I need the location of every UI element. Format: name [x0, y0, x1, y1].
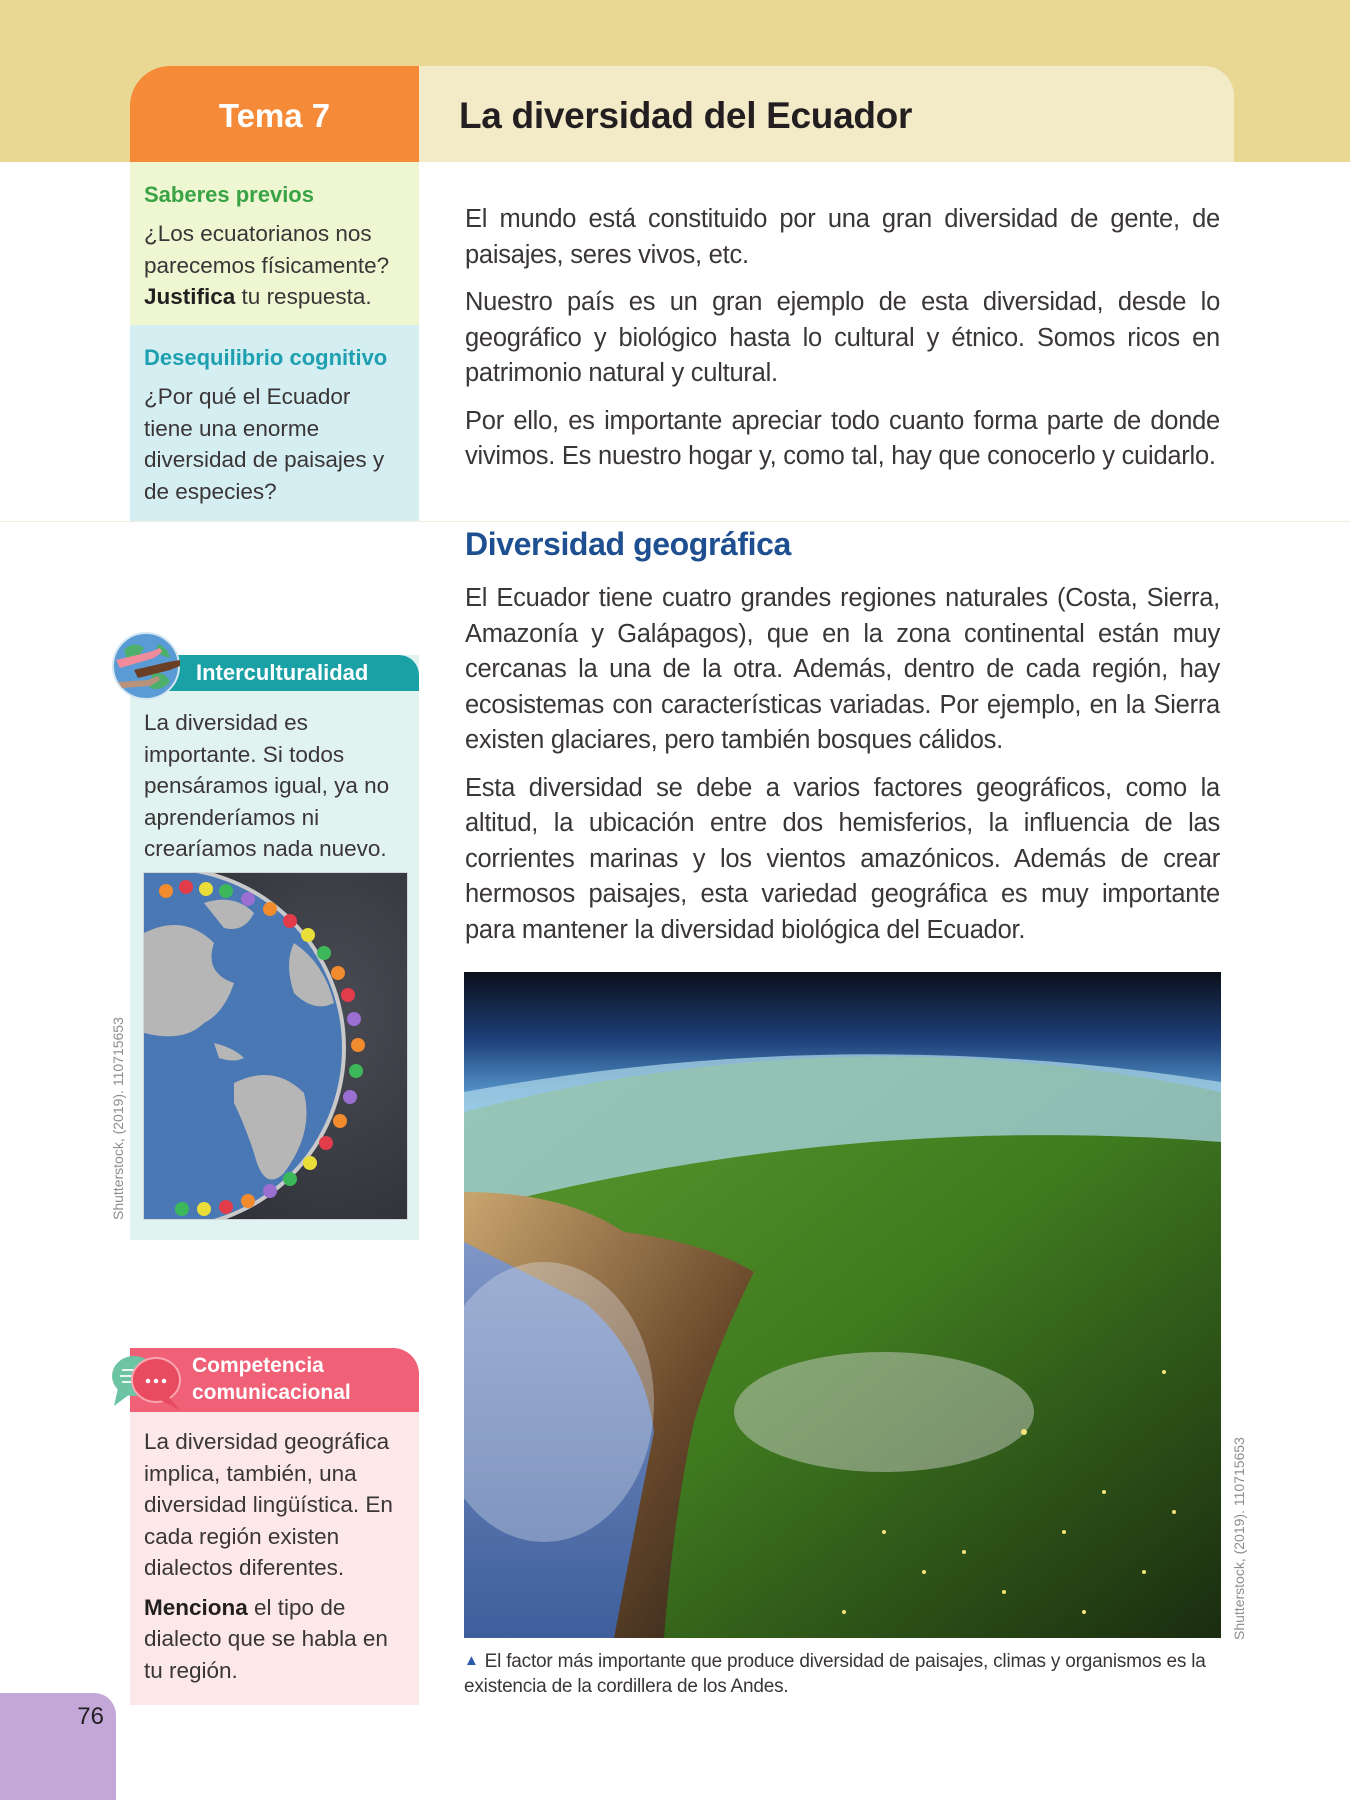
globe-hands-icon: [108, 630, 186, 702]
action-verb: Justifica: [144, 284, 236, 309]
tema-label-tab: [130, 66, 419, 162]
section-text: [465, 581, 1220, 948]
intro-paragraph: Por ello, es importante apreciar todo cuanto forma parte de donde vivimos. Es nuestro hogar y, como tal, hay que conocerlo y cuidarlo.: [465, 406, 1220, 470]
triangle-marker-icon: ▲: [464, 1652, 479, 1669]
section-paragraph: El Ecuador tiene cuatro grandes regiones naturales (Costa, Sierra, Amazonía y Galápagos), que en la zona continental están muy cercanas la una de la otra. Además, dentro de cada región, hay ecosistemas con características variadas. Por ejemplo, en la Sierra existen glaciares, pero también bosques cálidos.: [465, 584, 1220, 754]
action-verb: Menciona: [144, 1594, 248, 1620]
competencia-heading-line2: comunicacional: [192, 1381, 351, 1404]
competencia-heading-line1: Competencia: [192, 1354, 324, 1377]
intro-paragraph: Nuestro país es un gran ejemplo de esta diversidad, desde lo geográfico y biológico hasta lo cultural y étnico. Somos ricos en patrimonio natural y cultural.: [465, 288, 1220, 387]
section-divider: [0, 521, 1350, 522]
interculturalidad-text: La diversidad es importante. Si todos pensáramos igual, ya no aprenderíamos ni crearíamos nada nuevo.: [144, 710, 390, 861]
image-credit-left: Shutterstock, (2019). 110715653: [110, 1017, 126, 1220]
page-title: La diversidad del Ecuador: [459, 95, 913, 136]
desequilibrio-heading: Desequilibrio cognitivo: [144, 345, 388, 370]
caption-text: El factor más importante que produce diversidad de paisajes, climas y organismos es la existencia de la cordillera de los Andes.: [464, 1651, 1206, 1697]
andes-satellite-photo: [464, 972, 1221, 1638]
desequilibrio-cognitivo-box: [130, 325, 419, 521]
chalk-globe-illustration: [144, 873, 408, 1220]
competencia-box: [130, 1412, 419, 1705]
section-paragraph: Esta diversidad se debe a varios factores geográficos, como la altitud, la ubicación entre dos hemisferios, la influencia de las corrientes marinas y los vientos amazónicos. Además de crear hermosos paisajes, esta variedad geográfica es muy importante para mantener la diversidad biológica del Ecuador.: [465, 773, 1220, 944]
saberes-previos-text: ¿Los ecuatorianos nos parecemos físicamente? Justifica tu respuesta.: [144, 221, 390, 309]
section-title: Diversidad geográfica: [465, 526, 791, 562]
image-credit-right: Shutterstock, (2019). 110715653: [1231, 1437, 1247, 1640]
saberes-previos-box: [130, 162, 419, 325]
competencia-text: La diversidad geográfica implica, también, una diversidad lingüística. En cada región existen dialectos diferentes.: [144, 1429, 393, 1580]
competencia-activity: Menciona el tipo de dialecto que se habla en tu región.: [144, 1594, 388, 1683]
saberes-previos-heading: Saberes previos: [144, 182, 314, 207]
page-number-tab: [0, 1693, 116, 1800]
speech-bubbles-icon: [108, 1350, 184, 1414]
andes-satellite-illustration: [464, 972, 1221, 1638]
tema-label: Tema 7: [218, 97, 331, 134]
title-bar: [419, 66, 1234, 162]
desequilibrio-text: ¿Por qué el Ecuador tiene una enorme diversidad de paisajes y de especies?: [144, 384, 385, 504]
interculturalidad-heading: Interculturalidad: [196, 660, 369, 685]
page-number: 76: [77, 1703, 104, 1730]
intro-text: [465, 202, 1220, 475]
photo-caption: [464, 1648, 1224, 1699]
chalk-globe-image: [143, 872, 408, 1220]
intro-paragraph: El mundo está constituido por una gran diversidad de gente, de paisajes, seres vivos, etc.: [465, 205, 1220, 269]
